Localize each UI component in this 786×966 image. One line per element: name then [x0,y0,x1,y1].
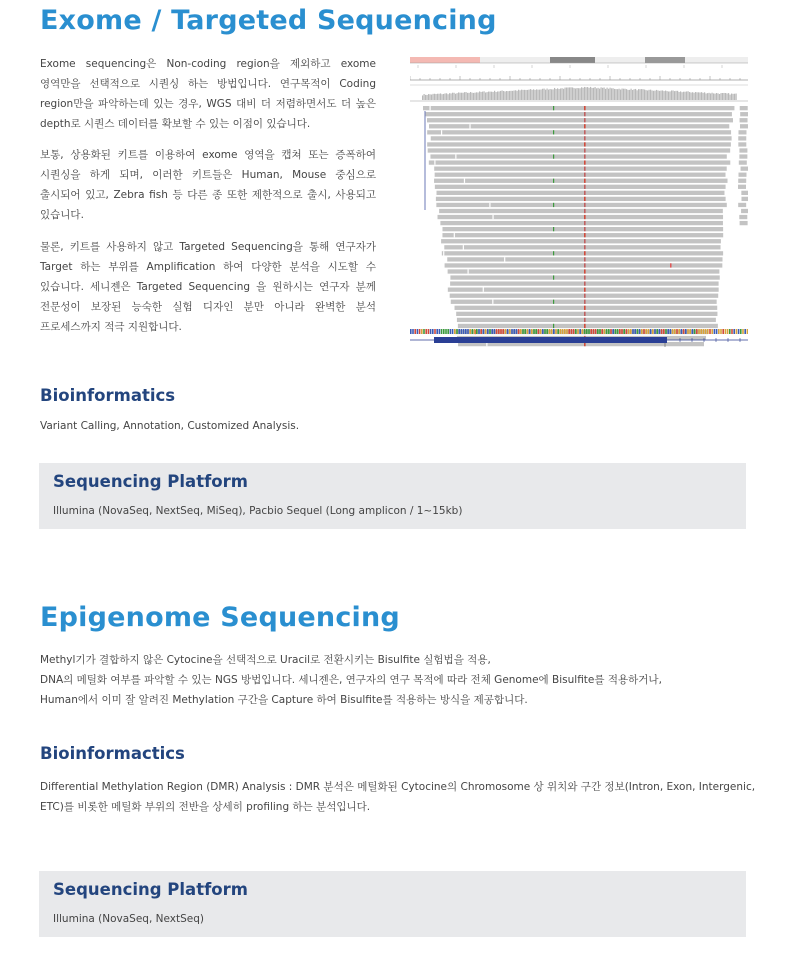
alignment-figure-icon [410,56,748,348]
epigenome-platform-box [39,871,746,937]
exome-platform-text: Illumina (NovaSeq, NextSeq, MiSeq), Pacbio Sequel (Long amplicon / 1~15kb) [53,505,463,517]
exome-p3-line: Target 하는 부위를 Amplification 하여 다양한 분석을 시도할 수 [40,261,376,273]
epigenome-bioinformatics-line: ETC)를 비롯한 메틸화 부위의 전반을 상세히 profiling 하는 분석입니다. [40,801,371,813]
exome-p1-line: region만을 파악하는데 있는 경우, WGS 대비 더 저렴하면서도 더 높은 [40,98,376,110]
exome-p1-line: Exome sequencing은 Non-coding region을 제외하고 exome [40,58,376,70]
exome-bioinformatics-title: Bioinformatics [40,386,176,405]
exome-p2-line: 출시되어 있고, Zebra fish 등 다른 종 또한 제한적으로 출시, 사용되고 [40,189,376,201]
exome-p3-line: 전문성이 보장된 능숙한 실험 디자인 분만 아니라 완벽한 분석 [40,301,376,313]
epigenome-bioinformatics-line: Differential Methylation Region (DMR) Analysis : DMR 분석은 메틸화된 Cytocine의 Chromosome 상 위치와 구간 정보(Intron, Exon, Intergenic, [40,781,756,793]
exome-platform-box [39,463,746,529]
epigenome-title: Epigenome Sequencing [40,602,400,633]
exome-title: Exome / Targeted Sequencing [40,5,497,36]
epigenome-platform-title: Sequencing Platform [53,880,248,899]
exome-p2-line: 시퀀싱을 하게 되며, 이러한 키트들은 Human, Mouse 중심으로 [40,169,376,181]
exome-p2-line: 있습니다. [40,209,84,221]
exome-p1-line: depth로 시퀀스 데이터를 확보할 수 있는 이점이 있습니다. [40,118,311,130]
epigenome-p-line: Methyl기가 결합하지 않은 Cytocine을 선택적으로 Uracil로 전환시키는 Bisulfite 실험법을 적용, [40,654,491,666]
exome-p3-line: 있습니다. 세니젠은 Targeted Sequencing 을 원하시는 연구자 분께 [40,281,376,293]
exome-p1-line: 영역만을 선택적으로 시퀀싱 하는 방법입니다. 연구목적이 Coding [40,78,376,90]
exome-p3-line: 물론, 키트를 사용하지 않고 Targeted Sequencing을 통해 연구자가 [40,241,376,253]
epigenome-p-line: Human에서 이미 잘 알려진 Methylation 구간을 Capture 하여 Bisulfite를 적용하는 방식을 제공합니다. [40,694,528,706]
epigenome-p-line: DNA의 메틸화 여부를 파악할 수 있는 NGS 방법입니다. 세니젠은, 연구자의 연구 목적에 따라 전체 Genome에 Bisulfite를 적용하거나, [40,674,662,686]
exome-platform-title: Sequencing Platform [53,472,248,491]
epigenome-bioinformatics-title: Bioinformactics [40,744,185,763]
epigenome-platform-text: Illumina (NovaSeq, NextSeq) [53,913,204,925]
exome-p3-line: 프로세스까지 적극 지원합니다. [40,321,182,333]
exome-p2-line: 보통, 상용화된 키트를 이용하여 exome 영역을 캡쳐 또는 증폭하여 [40,149,376,161]
exome-bioinformatics-text: Variant Calling, Annotation, Customized Analysis. [40,420,300,432]
